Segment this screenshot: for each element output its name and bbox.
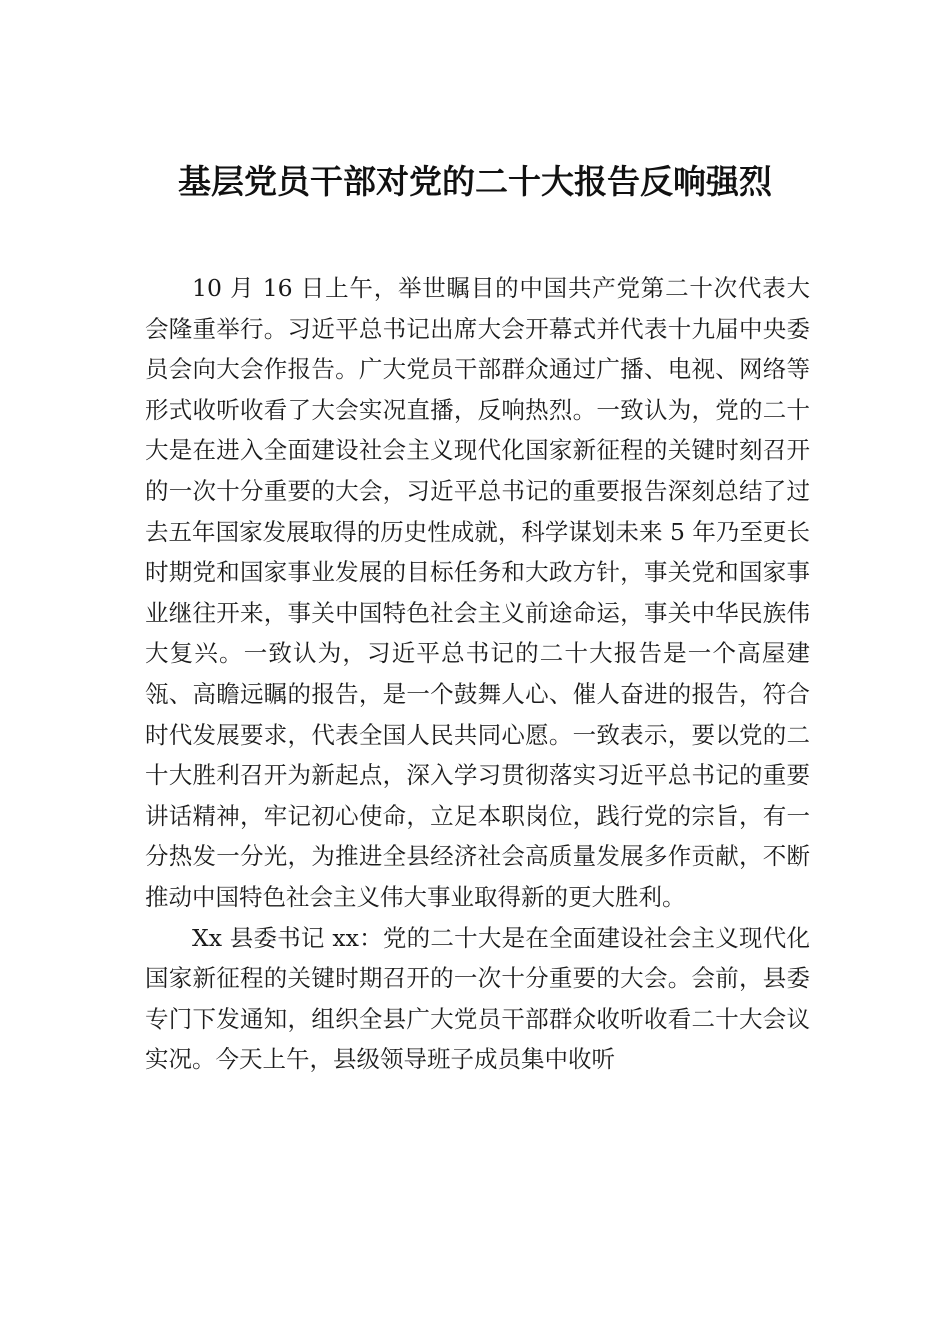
paragraph-2: Xx 县委书记 xx：党的二十大是在全面建设社会主义现代化国家新征程的关键时期召开的一次十分重要的大会。会前，县委专门下发通知，组织全县广大党员干部群众收听收看二十大会议实况。今天上午，县级领导班子成员集中收听	[145, 923, 810, 1074]
paragraph-1: 10 月 16 日上午，举世瞩目的中国共产党第二十次代表大会隆重举行。习近平总书记出席大会开幕式并代表十九届中央委员会向大会作报告。广大党员干部群众通过广播、电视、网络等形式收听收看了大会实况直播，反响热烈。一致认为，党的二十大是在进入全面建设社会主义现代化国家新征程的关键时刻召开的一次十分重要的大会，习近平总书记的重要报告深刻总结了过去五年国家发展取得的历史性成就，科学谋划未来 5 年乃至更长时期党和国家事业发展的目标任务和大政方针，事关党和国家事业继往开来，事关中国特色社会主义前途命运，事关中华民族伟大复兴。一致认为，习近平总书记的二十大报告是一个高屋建瓴、高瞻远瞩的报告，是一个鼓舞人心、催人奋进的报告，符合时代发展要求，代表全国人民共同心愿。一致表示，要以党的二十大胜利召开为新起点，深入学习贯彻落实习近平总书记的重要讲话精神，牢记初心使命，立足本职岗位，践行党的宗旨，有一分热发一分光，为推进全县经济社会高质量发展多作贡献，不断推动中国特色社会主义伟大事业取得新的更大胜利。	[145, 274, 810, 911]
document-body	[145, 268, 810, 1080]
document-title: 基层党员干部对党的二十大报告反响强烈	[178, 162, 772, 201]
